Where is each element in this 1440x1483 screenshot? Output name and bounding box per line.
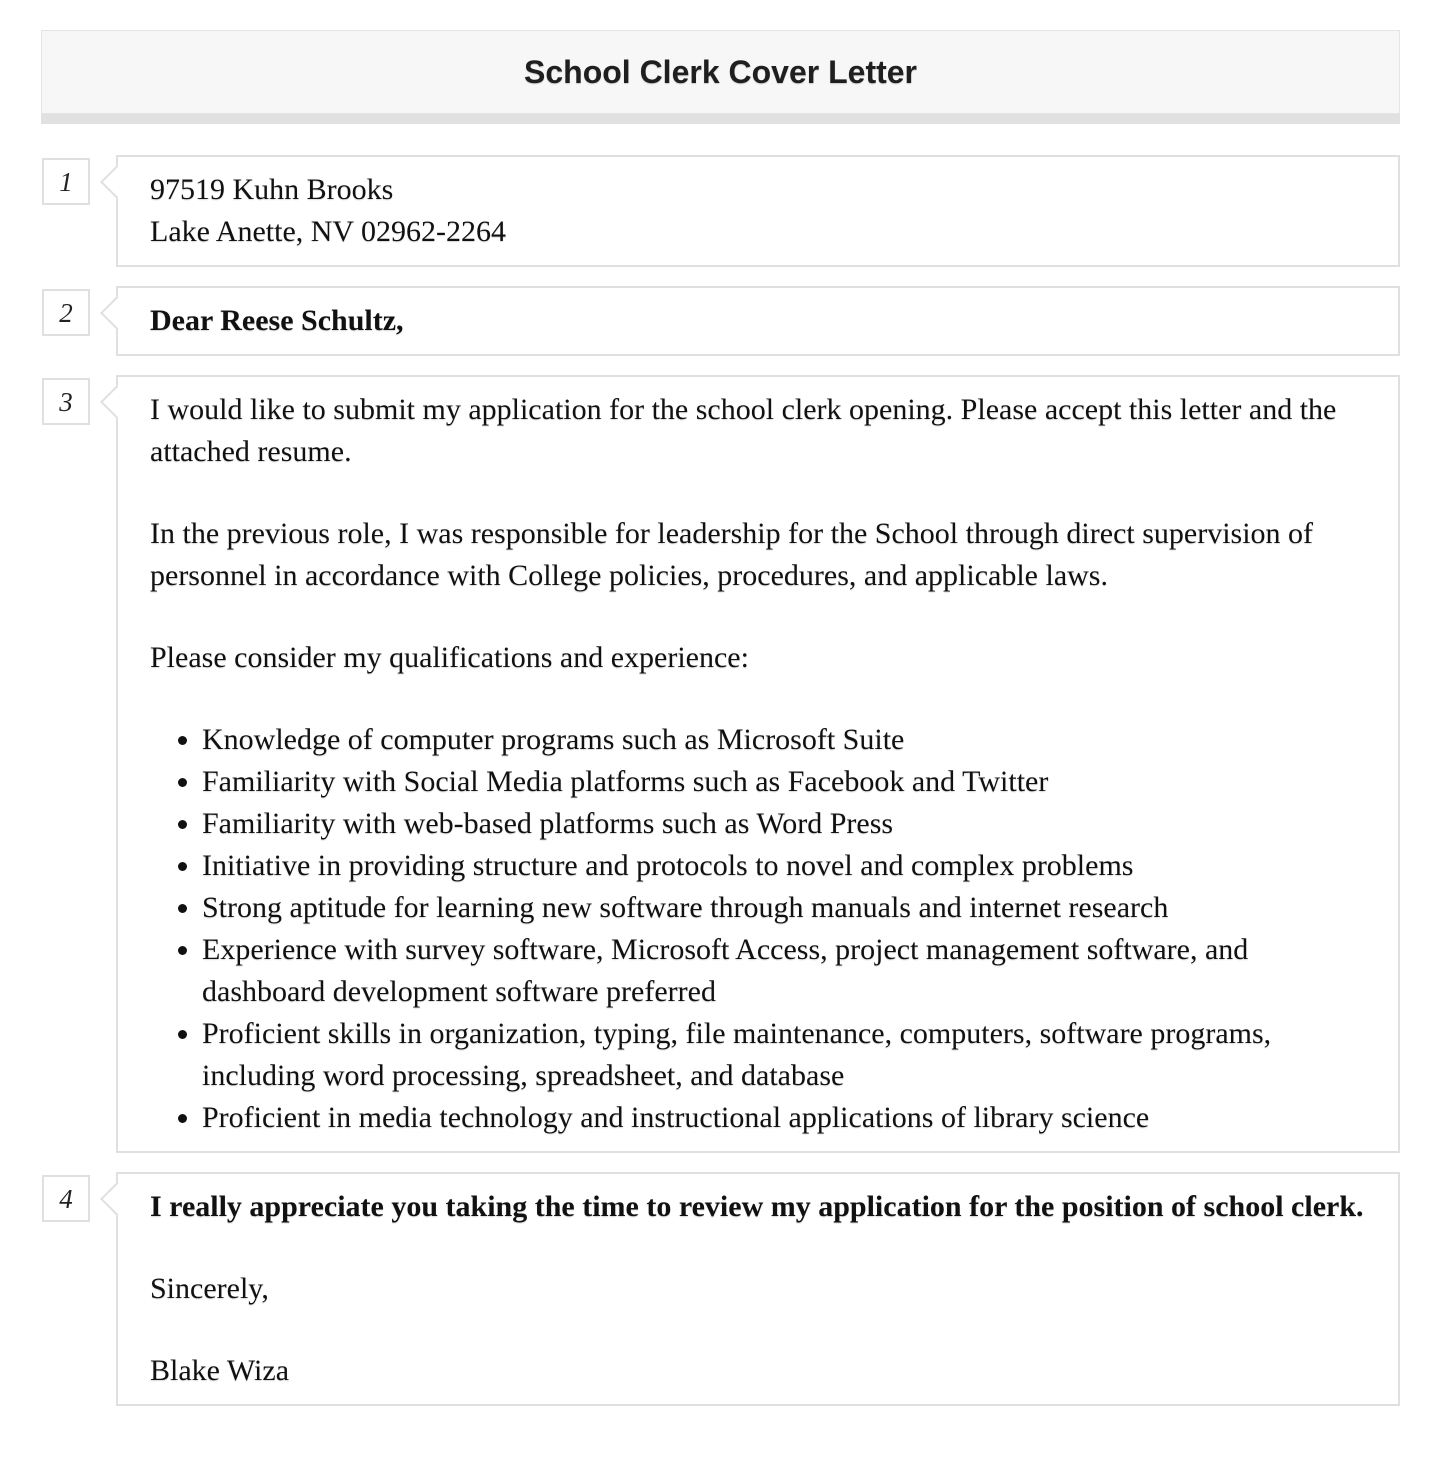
address-line-1: 97519 Kuhn Brooks (150, 173, 394, 206)
body-paragraph-3: Please consider my qualifications and experience: (150, 641, 749, 674)
section-notch-icon (100, 385, 134, 419)
letter-section-closing (59, 1172, 1400, 1406)
appreciation-text: I really appreciate you taking the time to review my application for the position of school clerk. (150, 1190, 1364, 1223)
section-notch-icon (100, 296, 134, 330)
qualification-item: • Familiarity with Social Media platforms such as Facebook and Twitter (202, 761, 1374, 803)
section-number-badge: 3 (42, 378, 90, 425)
letter-section-salutation (59, 286, 1400, 356)
page-title: School Clerk Cover Letter (524, 53, 917, 90)
qualification-item: • Initiative in providing structure and protocols to novel and complex problems (202, 845, 1374, 887)
salutation-text: Dear Reese Schultz, (150, 304, 404, 337)
address-line-2: Lake Anette, NV 02962-2264 (150, 215, 507, 248)
qualification-item: • Strong aptitude for learning new software through manuals and internet research (202, 887, 1374, 929)
section-number-badge: 2 (42, 289, 90, 336)
qualification-item: • Knowledge of computer programs such as Microsoft Suite (202, 719, 1374, 761)
page-header (41, 30, 1400, 124)
qualification-item: • Proficient in media technology and instructional applications of library science (202, 1097, 1374, 1139)
body-paragraph-2: In the previous role, I was responsible for leadership for the School through direct supervision of personnel in accordance with College policies, procedures, and applicable laws. (150, 517, 1314, 592)
section-notch-icon (100, 1182, 134, 1216)
section-number-badge: 4 (42, 1175, 90, 1222)
header-shadow-divider (41, 114, 1400, 124)
signature-name: Blake Wiza (150, 1354, 290, 1387)
letter-section-address (59, 155, 1400, 267)
section-notch-icon (100, 165, 134, 199)
qualifications-list (150, 719, 1374, 1139)
header-box (41, 30, 1400, 114)
qualification-item: • Familiarity with web-based platforms such as Word Press (202, 803, 1374, 845)
qualification-item: • Proficient skills in organization, typing, file maintenance, computers, software programs, including word processing, spreadsheet, and database (202, 1013, 1374, 1097)
letter-body (59, 155, 1400, 1406)
body-paragraph-1: I would like to submit my application for the school clerk opening. Please accept this letter and the attached resume. (150, 393, 1337, 468)
section-number-badge: 1 (42, 158, 90, 205)
valediction-text: Sincerely, (150, 1272, 269, 1305)
qualification-item: • Experience with survey software, Microsoft Access, project management software, and dashboard development software preferred (202, 929, 1374, 1013)
letter-section-main (59, 375, 1400, 1153)
